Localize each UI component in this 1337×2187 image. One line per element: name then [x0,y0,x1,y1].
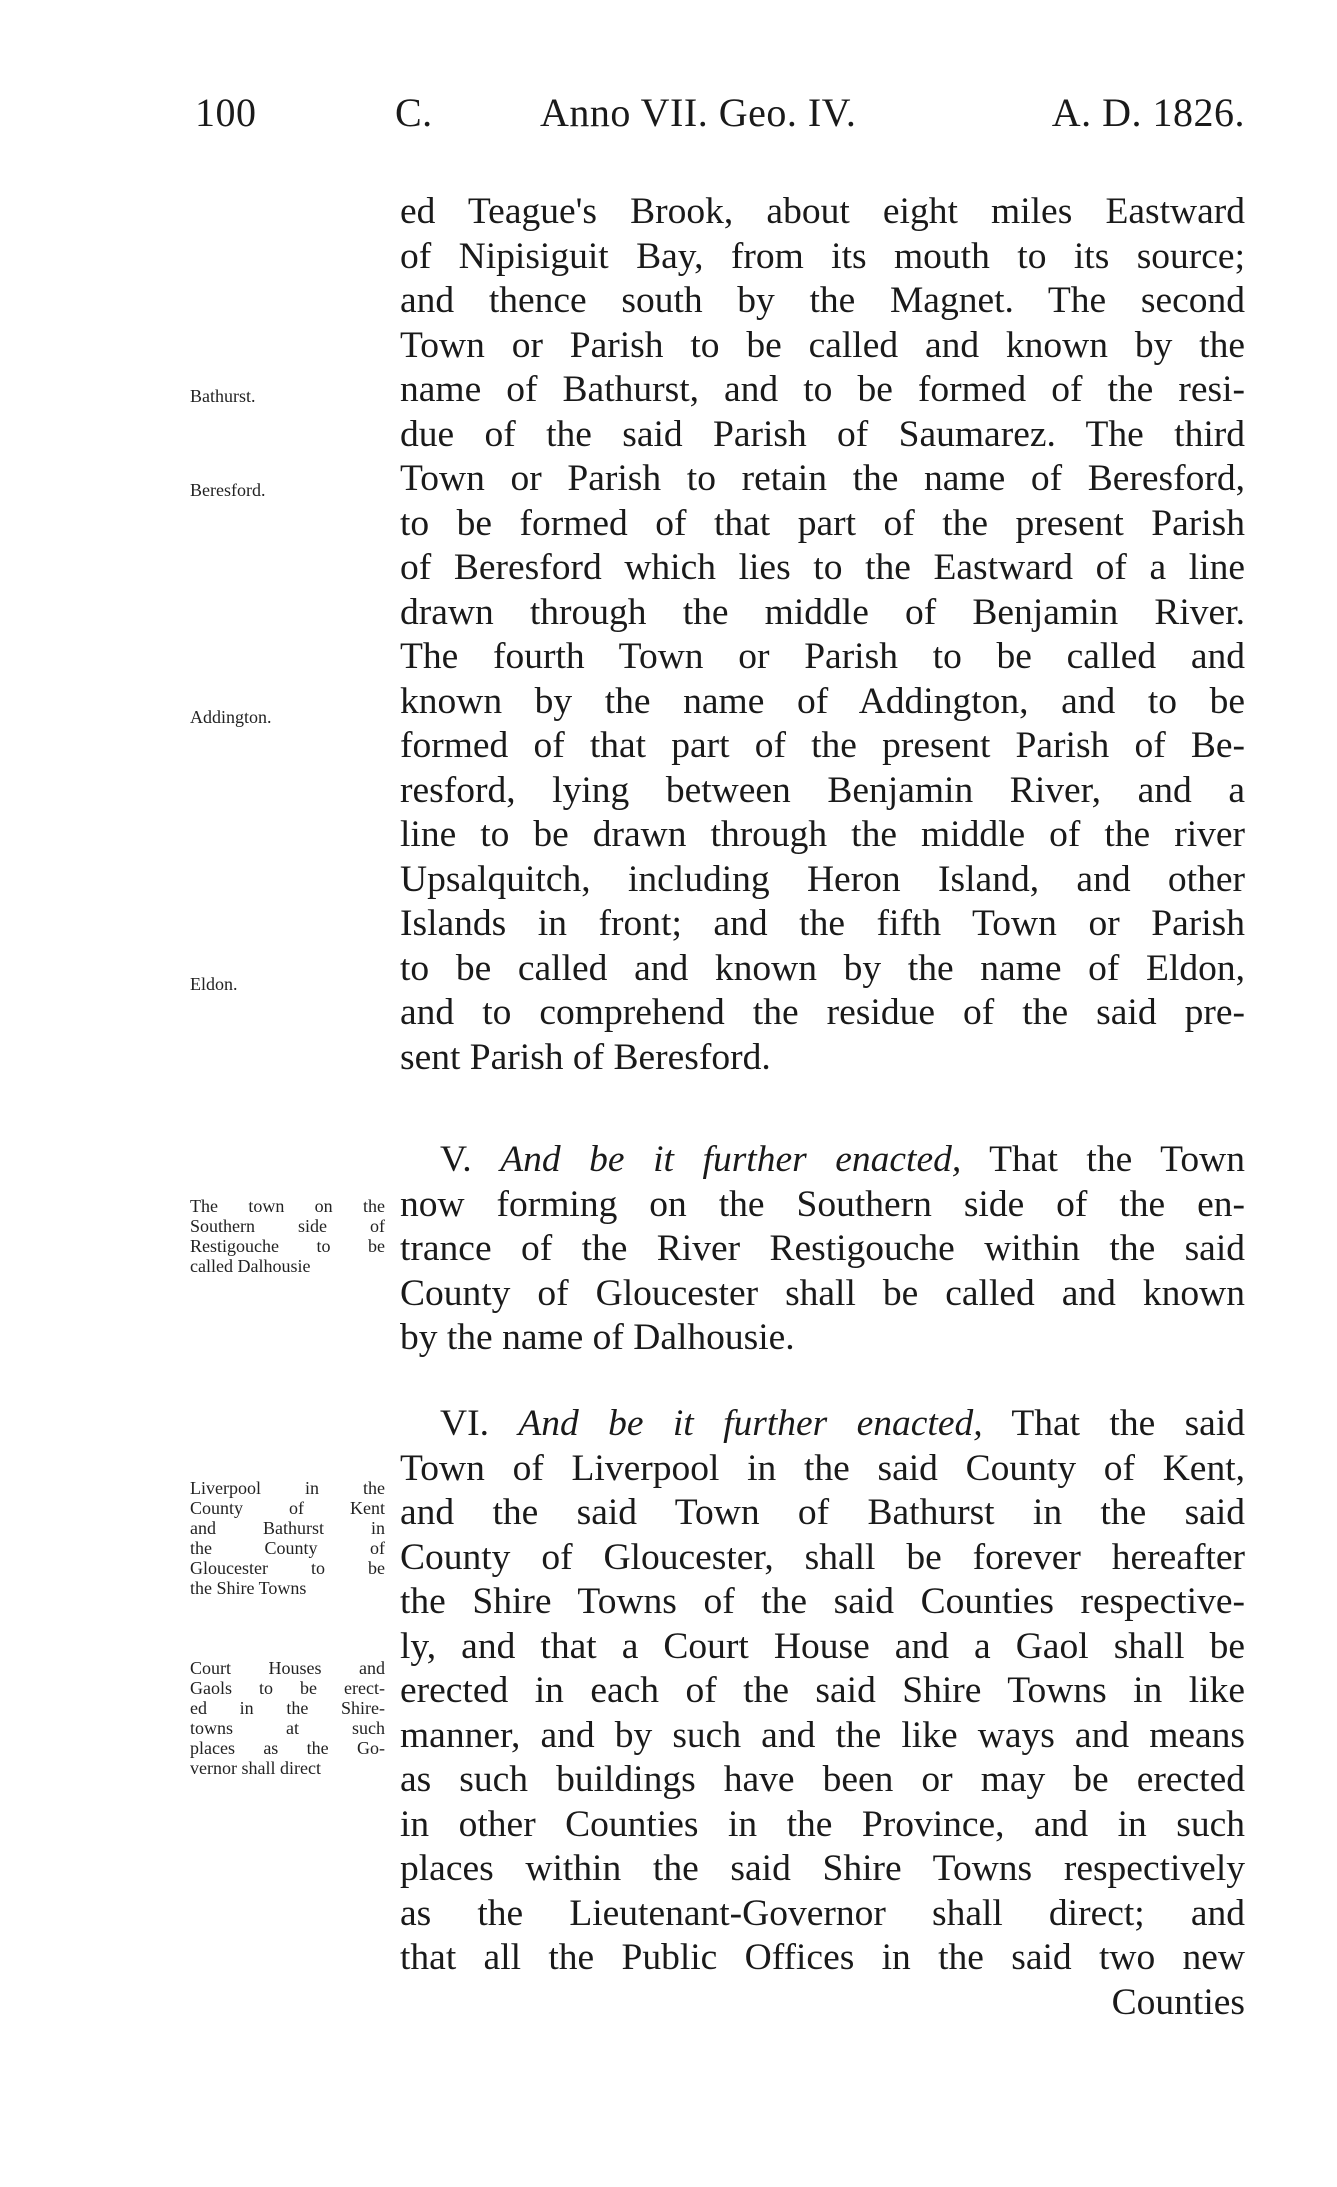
text-line: to be called and known by the name of Eldon, [400,947,1245,989]
margin-note-addington [190,707,390,727]
margin-note-line: called Dalhousie [190,1256,311,1276]
margin-note-line: Gloucester to be [190,1558,385,1578]
text-line: of Nipisiguit Bay, from its mouth to its source; [400,235,1245,277]
margin-note-line: Liverpool in the [190,1478,385,1498]
margin-note-bathurst [190,386,390,406]
margin-note-line: ed in the Shire- [190,1698,385,1718]
enacting-phrase: And be it further enacted, [500,1139,962,1180]
text-line: now forming on the Southern side of the en- [400,1183,1245,1225]
regnal-year: Anno VII. Geo. IV. [540,90,857,135]
text-line: by the name of Dalhousie. [400,1317,795,1358]
text-line: trance of the River Restigouche within the said [400,1228,1245,1269]
margin-note-line: Court Houses and [190,1658,385,1678]
margin-note-line: towns at such [190,1718,385,1738]
margin-note-text: Beresford. [190,480,266,500]
text-line: County of Gloucester, shall be forever hereafter [400,1536,1245,1578]
text-line: resford, lying between Benjamin River, and a [400,769,1245,811]
text-line: and the said Town of Bathurst in the said [400,1492,1245,1533]
margin-note-line: the Shire Towns [190,1578,307,1598]
page-number: 100 [195,90,257,135]
text-line: Town or Parish to be called and known by the [400,324,1245,366]
text-line: of Beresford which lies to the Eastward of a line [400,547,1245,588]
section-v [400,1138,1245,1361]
margin-note-court-houses [190,1658,385,1778]
text-line: formed of that part of the present Parish of Be- [400,725,1245,766]
text-line: due of the said Parish of Saumarez. The third [400,413,1245,455]
margin-note-eldon [190,974,390,994]
margin-note-text: Eldon. [190,974,238,994]
text-line: sent Parish of Beresford. [400,1036,771,1078]
text-line: Town or Parish to retain the name of Beresford, [400,458,1245,499]
text-line: erected in each of the said Shire Towns in like [400,1670,1245,1711]
enacting-phrase: And be it further enacted, [518,1403,983,1444]
section-vi [400,1402,1245,2025]
margin-note-text: Bathurst. [190,386,256,406]
text-line: name of Bathurst, and to be formed of the resi- [400,369,1245,410]
margin-note-line: places as the Go- [190,1738,385,1758]
section-number: V. [440,1139,472,1180]
text-line: Upsalquitch, including Heron Island, and other [400,858,1245,900]
section-number: VI. [440,1403,489,1444]
text-line: places within the said Shire Towns respectively [400,1848,1245,1889]
margin-note-line: the County of [190,1538,385,1558]
anno-domini: A. D. 1826. [1051,90,1245,135]
text-line: known by the name of Addington, and to be [400,680,1245,722]
text-line: ly, and that a Court House and a Gaol shall be [400,1625,1245,1667]
margin-note-line: County of Kent [190,1498,385,1518]
margin-note-beresford [190,480,390,500]
margin-note-line: Restigouche to be [190,1236,385,1256]
text-line: in other Counties in the Province, and in such [400,1803,1245,1845]
text-line: the Shire Towns of the said Counties respective- [400,1581,1245,1622]
text-line: County of Gloucester shall be called and known [400,1272,1245,1314]
text-line: to be formed of that part of the present Parish [400,502,1245,544]
margin-note-line: Southern side of [190,1216,385,1236]
margin-note-line: vernor shall direct [190,1758,321,1778]
catchword: Counties [1111,1981,1245,2023]
running-head [195,88,1245,138]
text-fragment: That the said [1011,1403,1245,1444]
text-line: ed Teague's Brook, about eight miles Eastward [400,191,1245,232]
text-line: drawn through the middle of Benjamin River. [400,591,1245,633]
text-line: Islands in front; and the fifth Town or Parish [400,903,1245,944]
text-line: as such buildings have been or may be erected [400,1759,1245,1800]
margin-note-text: Addington. [190,707,272,727]
margin-note-line: and Bathurst in [190,1518,385,1538]
margin-note-line: The town on the [190,1196,385,1216]
text-line: that all the Public Offices in the said two new [400,1937,1245,1978]
text-fragment: That the Town [989,1139,1245,1180]
margin-note-dalhousie [190,1196,385,1276]
section-v-first-line [400,1138,1245,1183]
text-line: The fourth Town or Parish to be called and [400,636,1245,677]
chapter-number: C. [395,90,433,135]
text-line: as the Lieutenant-Governor shall direct; and [400,1892,1245,1934]
text-line: Town of Liverpool in the said County of Kent, [400,1447,1245,1489]
text-line: manner, and by such and the like ways and means [400,1714,1245,1756]
section-vi-first-line [400,1402,1245,1447]
section-iv-continued [400,190,1245,1080]
margin-note-line: Gaols to be erect- [190,1678,385,1698]
margin-note-shire-towns [190,1478,385,1598]
text-line: line to be drawn through the middle of the river [400,814,1245,855]
text-line: and to comprehend the residue of the said pre- [400,992,1245,1033]
text-line: and thence south by the Magnet. The second [400,280,1245,321]
